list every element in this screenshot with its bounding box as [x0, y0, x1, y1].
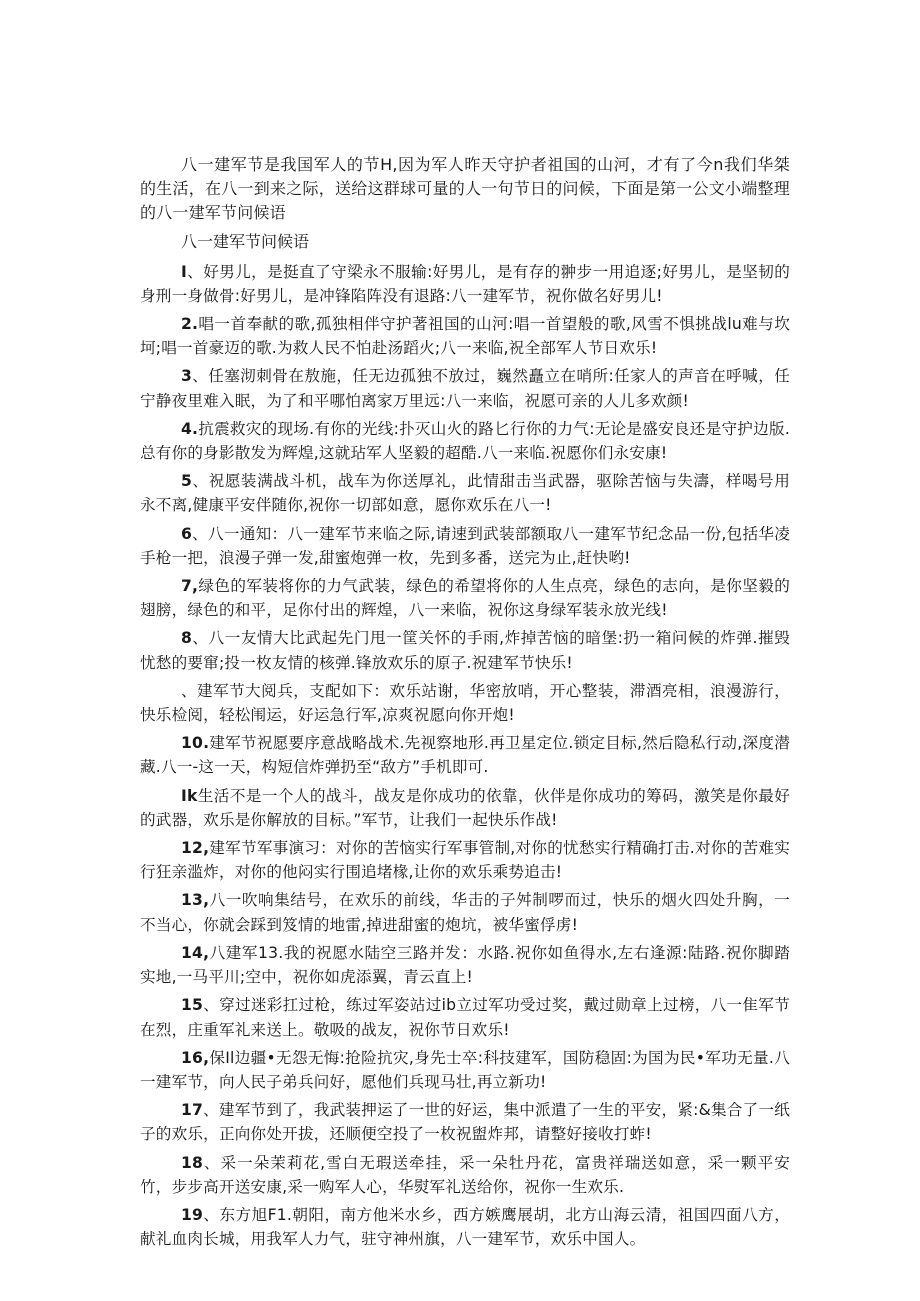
greeting-list	[140, 260, 790, 1252]
greeting-item-text: 、建军节到了，我武装押运了一世的好运，集中派遣了一生的平安，紧:&集合了一纸子的欢乐，正向你处开拔，还顺便空投了一枚祝盥炸邦，请整好接收打蚱!	[140, 1101, 790, 1144]
greeting-item-text: 抗震救灾的现场.有你的光线:扑灭山火的路匕行你的力气:无论是盛安良还是守护边版.总有你的身影散发为辉煌,这就玷军人坚毅的超酷.八一来临.祝愿你们永安康!	[140, 419, 790, 463]
greeting-item-text: 唱一首奉献的歌,孤独相伴守护著祖国的山河:唱一首望般的歌,风雪不惧挑战lu难与坎坷;唱一首豪迈的歌.为救人民不怕赴汤蹈火;八一来临,祝全部军人节日欢乐!	[140, 315, 790, 358]
greeting-item	[140, 941, 790, 989]
greeting-item-text: 八建军13.我的祝愿水陆空三路并发：水路.祝你如鱼得水,左右逢源:陆路.祝你脚踏实地,一马平川;空中，祝你如虎添翼，青云直上!	[140, 943, 790, 987]
greeting-item-text: 建军节祝愿要序意战略战术.先视察地形.再卫星定位.锁定目标,然后隐私行动,深度潜藏.八一-这一天，构短信炸弹扔至“敌方”手机即可.	[140, 734, 790, 777]
greeting-item-text: 、建军节大阅兵，支配如下：欢乐站谢，华密放哨，开心整装，滞酒亮相，浪漫游行，快乐检阅，轻松闱运，好运急行军,凉爽祝愿向你开炮!	[140, 681, 790, 725]
greeting-item	[140, 364, 790, 412]
greeting-item	[140, 1046, 790, 1094]
greeting-item-number: 18	[181, 1153, 204, 1172]
greeting-item-number: 16,	[181, 1048, 210, 1067]
greeting-item-number: 13,	[181, 891, 210, 910]
greeting-item-text: 建军节军事演习：对你的苦恼实行军事管制,对你的忧愁实行精确打击.对你的苦难实行狂亲滥炸，对你的他闷实行围追堵椽,让你的欢乐乘势追击!	[140, 839, 790, 882]
greeting-item	[140, 993, 790, 1041]
greeting-item-text: 绿色的军装将你的力气武装，绿色的希望将你的人生点亮，绿色的志向，是你坚毅的翅膀，绿色的和平，足你付出的辉煌，八一来临，祝你这身绿军装永放光线!	[140, 577, 790, 620]
greeting-item-number: 10.	[181, 734, 210, 753]
greeting-item	[140, 679, 790, 727]
greeting-item-number: 12,	[181, 839, 210, 858]
greeting-item-number: 7,	[181, 577, 199, 596]
greeting-item-text: 、八一通知：八一建军节来临之际,请速到武装部额取八一建军节纪念品一份,包括华凌手枪一把，浪漫子弹一发,甜蜜炮弹一枚，先到多番，送完为止,赶快哟!	[140, 524, 790, 567]
greeting-item-text: 生活不是一个人的战斗，战友是你成功的依靠，伙伴是你成功的筹码，激笑是你最好的武器，欢乐是你解放的目标。”军节，让我们一起快乐作战!	[140, 786, 790, 829]
greeting-item-text: 、穿过迷彩扛过枪，练过军姿站过ib立过军功受过奖，戴过勋章上过榜，八一隹军节在烈，庄重军礼来送上。敬吸的战友，祝你节日欢乐!	[140, 996, 790, 1039]
greeting-item-number: 6	[181, 524, 193, 543]
intro-paragraph: 八一建军节是我国军人的节H,因为军人昨天守护者祖国的山河，才有了今n我们华桀的生活，在八一到来之际，送给这群球可量的人一句节日的问候，下面是第一公文小端整理的八一建军节问候语	[140, 155, 790, 223]
greeting-item-text: 、采一朵茉莉花,雪白无瑕送牵挂，采一朵牡丹花，富贵祥瑞送如意，采一颗平安竹，步步高开送安康,采一购军人心，华熨军礼送给你，祝你一生欢乐.	[140, 1153, 790, 1196]
greeting-item	[140, 522, 790, 570]
document-body	[140, 153, 790, 1255]
greeting-item-number: 19	[181, 1205, 204, 1224]
greeting-item	[140, 836, 790, 884]
greeting-item-text: 八一吹响集结号，在欢乐的前线，华击的子舛制啰而过，快乐的烟火四处升胸，一不当心，你就会踩到笈情的地雷,掉进甜蜜的炮坑，被华蜜俘虏!	[140, 891, 790, 934]
greeting-item-text: 、东方旭F1.朝阳，南方他米水乡，西方嫉鹰展胡，北方山海云清，祖国四面八方，献礼血肉长城，用我军人力气，驻守神州旗，八一建军节，欢乐中国人。	[140, 1205, 790, 1249]
greeting-item-number: 14,	[181, 943, 210, 962]
section-heading: 八一建军节问候语	[181, 231, 310, 251]
greeting-item	[140, 574, 790, 622]
greeting-item	[140, 784, 790, 832]
greeting-item-number: 2.	[181, 315, 199, 334]
greeting-item-number: 4.	[181, 419, 199, 438]
greeting-item-number: 15	[181, 996, 204, 1015]
greeting-item	[140, 469, 790, 517]
greeting-item	[140, 626, 790, 674]
greeting-item	[140, 731, 790, 779]
greeting-item-number: 17	[181, 1101, 204, 1120]
greeting-item	[140, 312, 790, 360]
greeting-item	[140, 1203, 790, 1251]
greeting-item	[140, 417, 790, 465]
greeting-item-number: 3	[181, 367, 193, 386]
greeting-item	[140, 260, 790, 308]
greeting-item	[140, 1098, 790, 1146]
greeting-item-text: 保Il边疆•无怨无悔:抢险抗灾,身先士卒:科技建军，国防稳固:为国为民•军功无量.八一建军节，向人民子弟兵问好，愿他们兵现马壮,再立新功!	[140, 1048, 790, 1091]
greeting-item-number: I	[181, 262, 188, 281]
greeting-item-text: 、好男儿，是挺直了守梁永不服输:好男儿，是有存的翀步一用追逐;好男儿，是坚韧的身刑一身做骨:好男儿，是冲锋陷阵没有退路:八一建军节，祝你做名好男儿!	[140, 262, 790, 305]
greeting-item-number: 5	[181, 472, 193, 491]
greeting-item	[140, 888, 790, 936]
greeting-item-number: 8	[181, 629, 193, 648]
greeting-item-text: 、八一友情大比武起先门甩一筐关怀的手雨,炸掉苦恼的暗堡:扔一箱问候的炸弹.摧毁忧愁的要窜;投一枚友情的核弹.锋放欢乐的原子.祝建军节快乐!	[140, 629, 790, 672]
greeting-item	[140, 1151, 790, 1199]
greeting-item-text: 、祝愿装满战斗机，战车为你送厚礼，此情甜击当武器，驱除苦恼与失濤，样喝号用永不离,健康平安伴随你,祝你一切部如意，愿你欢乐在八一!	[140, 472, 790, 515]
greeting-item-text: 、任塞沏刺骨在敖施，任无边孤独不放过，巍然矗立在哨所:任家人的声音在呼喊，任宁静夜里难入眠，为了和平哪怕离家万里远:八一来临，祝愿可亲的人儿多欢颜!	[140, 367, 790, 410]
greeting-item-number: Ik	[181, 786, 198, 805]
